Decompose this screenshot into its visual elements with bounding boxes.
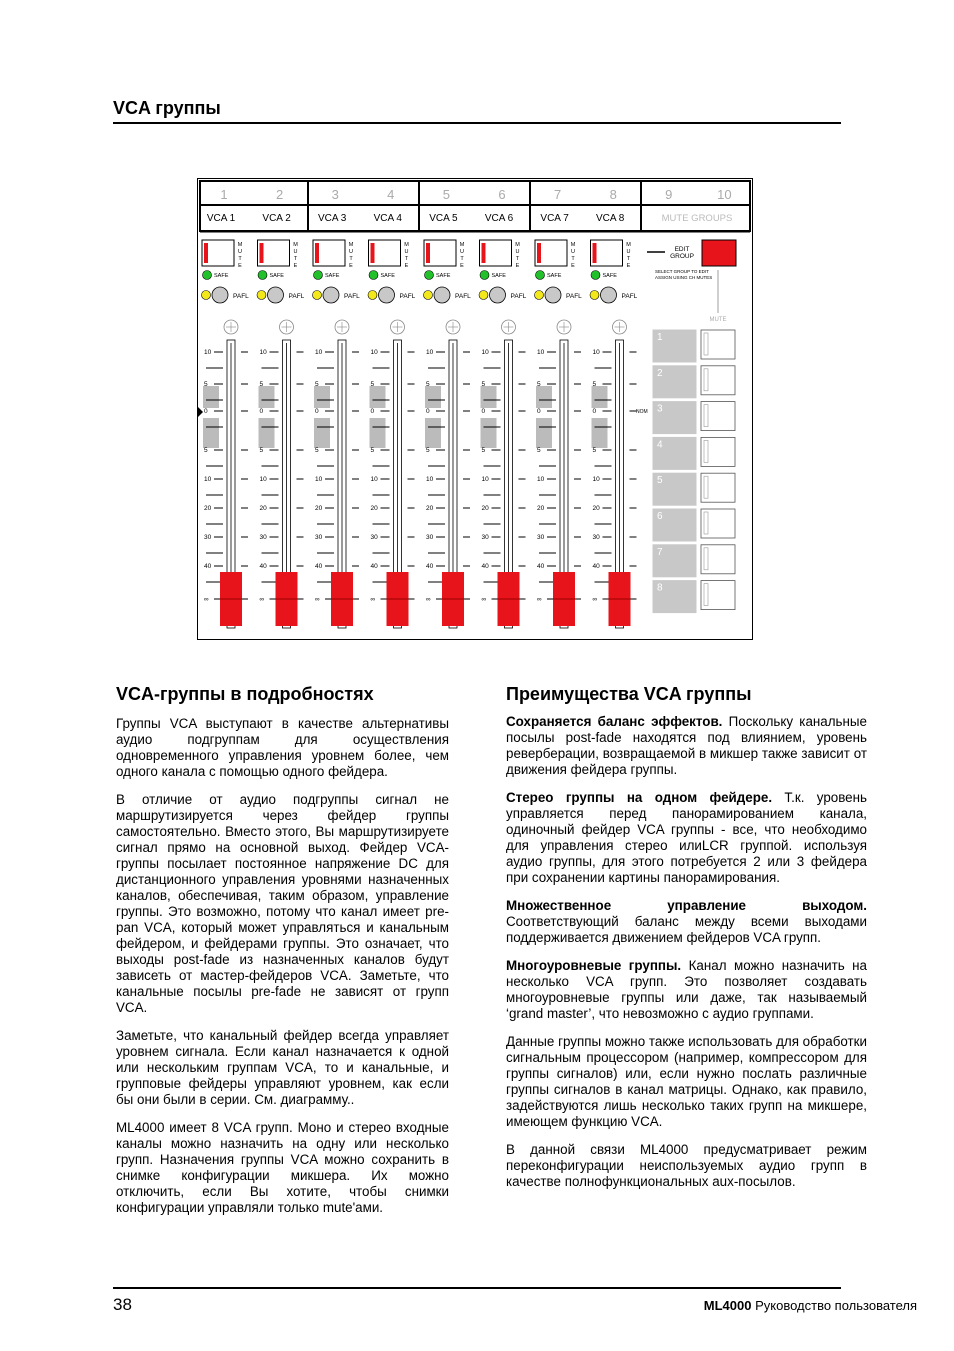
scale-label: 40 [370, 563, 378, 570]
mute-letter: U [626, 249, 631, 255]
vca-label: VCA 8 [596, 213, 625, 224]
safe-led [314, 271, 323, 280]
scale-label: 5 [259, 447, 264, 454]
pafl-led [424, 291, 433, 300]
group-number: 3 [331, 187, 339, 202]
pafl-led [368, 291, 377, 300]
edit-group-label: GROUP [670, 253, 694, 260]
right-paragraph: В данной связи ML4000 предусматривает режим переконфигурации неиспользуемых аудио групп в качестве полнофункциональных aux-посылов. [506, 1142, 867, 1189]
left-paragraph: В отличие от аудио подгруппы сигнал не маршрутизируется через фейдер группы самостоятельно. Вместо этого, Вы маршрутизируете сигнал прямо на основной выход. Фейдер VCA-группы посылает постоянное напряжение DC для дистанционного управления уровнями назначенных каналов, обеспечивая, таким образом, управление группы. Это возможно, потому что канал имеет pre-pan VCA, который может управляться и канальным фейдером, и фейдерами группы. Это означает, что выходы post-fade из назначенных каналов будут зависеть от мастер-фейдеров VCA. Заметьте, что канальные посылы pre-fade не зависят от групп VCA. [116, 792, 449, 1015]
scale-label: 20 [315, 505, 323, 512]
scale-label: 5 [537, 381, 541, 388]
mute-letter: M [626, 242, 631, 248]
group-mute-led [704, 440, 708, 462]
safe-led [203, 271, 212, 280]
scale-label: 10 [481, 476, 489, 483]
pafl-led [590, 291, 599, 300]
pafl-label: PAFL [566, 293, 582, 300]
scale-label: 10 [315, 476, 323, 483]
scale-label: 0 [481, 408, 486, 415]
mute-groups-label: MUTE GROUPS [661, 213, 733, 224]
scale-label: 30 [370, 534, 378, 541]
group-number: 2 [275, 187, 284, 202]
vca-label: VCA 3 [318, 213, 347, 224]
meter-segment [481, 386, 497, 408]
safe-label: SAFE [269, 273, 284, 279]
bold-lead: Многоуровневые группы. [506, 958, 682, 973]
scale-label: 20 [259, 505, 267, 512]
mute-led [537, 243, 541, 263]
meter-segment [425, 418, 441, 448]
safe-led [258, 271, 267, 280]
vca-label: VCA 5 [429, 213, 458, 224]
mute-led [260, 243, 264, 263]
pafl-button [545, 287, 561, 303]
meter-segment [370, 386, 386, 408]
meter-segment [370, 418, 386, 448]
footer-rule [113, 1287, 841, 1289]
scale-label: 20 [370, 505, 378, 512]
vca-label: VCA 4 [373, 213, 402, 224]
scale-label: 20 [537, 505, 545, 512]
nom-label: NOM [636, 409, 648, 415]
scale-label: 10 [259, 349, 267, 356]
scale-label: 10 [481, 349, 489, 356]
pafl-button [268, 287, 284, 303]
mute-letter: E [293, 263, 298, 269]
scale-label: 10 [204, 349, 212, 356]
mute-led [482, 243, 486, 263]
scale-label: 40 [481, 563, 489, 570]
scale-label: 20 [426, 505, 434, 512]
mute-led [593, 243, 597, 263]
scale-label: 10 [592, 476, 600, 483]
scale-label: 5 [315, 447, 319, 454]
meter-segment [481, 418, 497, 448]
pafl-label: PAFL [621, 293, 638, 300]
footer-manual: Руководство пользователя [751, 1298, 917, 1313]
scale-label: 30 [426, 534, 434, 541]
mute-letter: T [515, 256, 520, 262]
mute-letter: U [293, 249, 298, 255]
mute-letter: U [515, 249, 520, 255]
group-mute-led [704, 584, 708, 606]
safe-led [480, 271, 489, 280]
group-number: 5 [442, 187, 451, 202]
group-button-number: 5 [657, 475, 663, 487]
scale-label: ∞ [370, 596, 376, 603]
safe-led [591, 271, 600, 280]
group-number: 6 [498, 187, 506, 202]
pafl-label: PAFL [399, 293, 416, 300]
mute-letter: E [238, 263, 242, 269]
scale-label: 30 [315, 534, 323, 541]
scale-label: 10 [204, 476, 212, 483]
scale-label: 10 [537, 349, 545, 356]
pafl-label: PAFL [510, 293, 527, 300]
bold-lead: Стерео группы на одном фейдере. [506, 790, 773, 805]
group-button-number: 3 [657, 403, 663, 415]
scale-label: 0 [259, 408, 264, 415]
vca-label: VCA 2 [262, 213, 291, 224]
scale-label: 40 [426, 563, 434, 570]
group-number: 10 [717, 187, 732, 202]
scale-label: 5 [259, 381, 264, 388]
scale-label: 5 [315, 381, 319, 388]
scale-label: 0 [370, 408, 375, 415]
scale-label: 10 [426, 349, 434, 356]
scale-label: 5 [592, 447, 597, 454]
paragraph-text: Поскольку канальные посылы post-fade находятся под влиянием, уровень реверберации, возвращаемой в микшер также зависит от движения фейдера группы. [506, 714, 867, 777]
group-button-number: 4 [657, 439, 663, 451]
scale-label: 40 [204, 563, 212, 570]
mute-letter: T [293, 256, 298, 262]
mute-letter: T [404, 256, 409, 262]
scale-label: 20 [592, 505, 600, 512]
meter-segment [425, 386, 441, 408]
vca-label: VCA 6 [484, 213, 514, 224]
group-number: 7 [553, 187, 562, 202]
scale-label: ∞ [204, 596, 209, 603]
scale-label: 5 [370, 381, 375, 388]
mute-led [204, 243, 208, 263]
pafl-button [212, 287, 228, 303]
scale-label: ∞ [481, 596, 487, 603]
edit-group-label: EDIT [674, 246, 690, 253]
mute-letter: U [571, 249, 575, 255]
pafl-label: PAFL [233, 293, 249, 300]
pafl-button [490, 287, 506, 303]
scale-label: 10 [370, 349, 378, 356]
right-column [506, 714, 867, 1202]
group-mute-led [704, 476, 708, 498]
scale-label: 30 [537, 534, 545, 541]
mute-led [315, 243, 319, 263]
scale-label: 0 [592, 408, 597, 415]
paragraph-text: Канал можно назначить на несколько VCA групп. Это позволяет создавать многоуровневые группы или даже, так называемый ‘grand master’, что невозможно с аудио группами. [506, 958, 868, 1021]
mute-letter: E [349, 263, 353, 269]
scale-label: 40 [315, 563, 323, 570]
meter-segment [536, 418, 552, 448]
safe-led [425, 271, 434, 280]
mute-letter: E [626, 263, 631, 269]
group-button-number: 8 [657, 582, 663, 594]
vca-label: VCA 7 [540, 213, 569, 224]
group-button-number: 7 [657, 546, 663, 558]
mute-letter: E [460, 263, 464, 269]
scale-label: 10 [315, 349, 323, 356]
scale-label: 5 [204, 447, 208, 454]
pafl-button [601, 287, 617, 303]
meter-segment [536, 386, 552, 408]
pafl-led [535, 291, 544, 300]
mute-column-label: MUTE [709, 317, 727, 323]
group-mute-led [704, 512, 708, 534]
pafl-led [313, 291, 322, 300]
safe-led [369, 271, 378, 280]
pafl-button [379, 287, 395, 303]
meter-segment [259, 418, 275, 448]
meter-segment [592, 386, 608, 408]
scale-label: ∞ [592, 596, 598, 603]
vca-label: VCA 1 [206, 213, 236, 224]
mute-letter: M [348, 242, 354, 248]
paragraph-text: Т.к. уровень управляется перед панорамированием канала, одиночный фейдер VCA группы - все, что необходимо для управления стерео илиLCR группой. используя аудио группы, для этого потребуется 2 или 3 фейдера при сохранении картины панорамирования. [506, 790, 867, 885]
footer-title [704, 1298, 917, 1313]
meter-segment [259, 386, 275, 408]
scale-label: 10 [592, 349, 600, 356]
scale-label: 10 [537, 476, 545, 483]
mute-letter: M [293, 242, 298, 248]
mute-letter: E [404, 263, 409, 269]
group-number: 8 [609, 187, 617, 202]
scale-label: 5 [592, 381, 597, 388]
right-section-title: Преимущества VCA группы [506, 684, 752, 704]
scale-label: 0 [426, 408, 430, 415]
safe-led [536, 271, 545, 280]
mute-letter: T [238, 256, 242, 262]
meter-segment [203, 418, 219, 448]
left-column [116, 716, 449, 1228]
paragraph-text: Соответствующий баланс между всеми выходами поддерживается движением фейдеров VCA групп. [506, 914, 867, 945]
vca-console-diagram [197, 178, 753, 640]
group-number: 4 [387, 187, 395, 202]
left-section-title: VCA-группы в подробностях [116, 684, 374, 704]
mute-letter: T [571, 256, 575, 262]
group-number: 1 [220, 187, 228, 202]
scale-label: 10 [259, 476, 267, 483]
scale-label: 5 [481, 381, 486, 388]
scale-label: 40 [537, 563, 545, 570]
scale-label: ∞ [315, 596, 320, 603]
group-button-number: 2 [657, 367, 663, 379]
pafl-label: PAFL [288, 293, 305, 300]
scale-label: ∞ [537, 596, 542, 603]
pafl-button [434, 287, 450, 303]
group-number: 9 [665, 187, 673, 202]
scale-label: 30 [204, 534, 212, 541]
scale-label: 30 [481, 534, 489, 541]
scale-label: 10 [426, 476, 434, 483]
right-paragraph [506, 790, 867, 886]
scale-label: 5 [426, 381, 430, 388]
mute-letter: T [349, 256, 353, 262]
pafl-led [257, 291, 266, 300]
mute-letter: M [404, 242, 409, 248]
mute-letter: U [460, 249, 464, 255]
mute-letter: E [515, 263, 520, 269]
mute-letter: T [626, 256, 631, 262]
mute-letter: U [238, 249, 242, 255]
left-paragraph: ML4000 имеет 8 VCA групп. Моно и стерео входные каналы можно назначить на одну или несколько групп. Назначения группы VCA можно сохранить в снимке конфигурации микшера. Их можно отключить, если Вы хотите, чтобы снимки конфигурации управляли только mute'ами. [116, 1120, 449, 1215]
mute-letter: U [404, 249, 409, 255]
meter-segment [203, 386, 219, 408]
page-title: VCA группы [113, 98, 221, 118]
mute-led [371, 243, 375, 263]
pafl-led [479, 291, 488, 300]
scale-label: 40 [259, 563, 267, 570]
group-mute-led [704, 369, 708, 391]
scale-label: 30 [592, 534, 600, 541]
mute-letter: E [571, 263, 575, 269]
mute-letter: M [237, 242, 243, 248]
scale-label: ∞ [259, 596, 265, 603]
edit-group-button [702, 240, 736, 266]
pafl-led [202, 291, 211, 300]
scale-label: 20 [204, 505, 212, 512]
safe-label: SAFE [602, 273, 617, 279]
safe-label: SAFE [325, 273, 340, 279]
scale-label: 5 [426, 447, 430, 454]
group-button-number: 1 [657, 332, 663, 343]
scale-label: 5 [481, 447, 486, 454]
left-paragraph: Группы VCA выступают в качестве альтернативы аудио подгруппам для осуществления одновременного управления уровнем более, чем одного канала с помощью одного фейдера. [116, 716, 449, 779]
scale-label: ∞ [426, 596, 431, 603]
header-rule [113, 122, 841, 124]
safe-label: SAFE [214, 273, 229, 279]
safe-label: SAFE [491, 273, 506, 279]
pafl-button [323, 287, 339, 303]
right-paragraph [506, 958, 867, 1022]
group-mute-led [704, 405, 708, 427]
scale-label: 0 [537, 408, 541, 415]
select-group-note: ASSIGN USING CH MUTES [655, 275, 713, 280]
meter-segment [314, 386, 330, 408]
pafl-label: PAFL [344, 293, 360, 300]
right-paragraph [506, 898, 867, 946]
meter-segment [592, 418, 608, 448]
scale-label: 5 [537, 447, 541, 454]
mute-letter: M [515, 242, 520, 248]
mute-letter: T [460, 256, 464, 262]
scale-label: 20 [481, 505, 489, 512]
scale-label: 5 [370, 447, 375, 454]
scale-label: 0 [315, 408, 319, 415]
pafl-label: PAFL [455, 293, 471, 300]
mute-letter: M [459, 242, 465, 248]
bold-lead: Множественное управление выходом. [506, 898, 867, 913]
safe-label: SAFE [436, 273, 451, 279]
safe-label: SAFE [380, 273, 395, 279]
mute-letter: U [349, 249, 353, 255]
group-button-number: 6 [657, 511, 663, 522]
group-mute-led [704, 333, 708, 355]
scale-label: 40 [592, 563, 600, 570]
select-group-note: SELECT GROUP TO EDIT [655, 269, 709, 274]
right-paragraph [506, 714, 867, 778]
scale-label: 30 [259, 534, 267, 541]
left-paragraph: Заметьте, что канальный фейдер всегда управляет уровнем сигнала. Если канал назначается к одной или нескольким группам VCA, то и канальные, и групповые фейдеры управляют уровнем, как если бы они были в серии. См. диаграмму.. [116, 1028, 449, 1107]
scale-label: 0 [204, 408, 208, 415]
scale-label: 10 [370, 476, 378, 483]
safe-label: SAFE [547, 273, 562, 279]
group-mute-led [704, 548, 708, 570]
page-number: 38 [113, 1295, 132, 1314]
footer-model: ML4000 [703, 1298, 752, 1313]
mute-letter: M [570, 242, 576, 248]
meter-segment [314, 418, 330, 448]
scale-label: 5 [204, 381, 208, 388]
bold-lead: Сохраняется баланс эффектов. [506, 714, 723, 729]
mute-led [426, 243, 430, 263]
right-paragraph: Данные группы можно также использовать для обработки сигнальным процессором (например, компрессором для группы сигналов) или, если нужно послать различные группы сигналов в канал матрицы. Однако, как правило, задействуются лишь несколько таких групп на микшере, имеющем функцию VCA. [506, 1034, 867, 1129]
